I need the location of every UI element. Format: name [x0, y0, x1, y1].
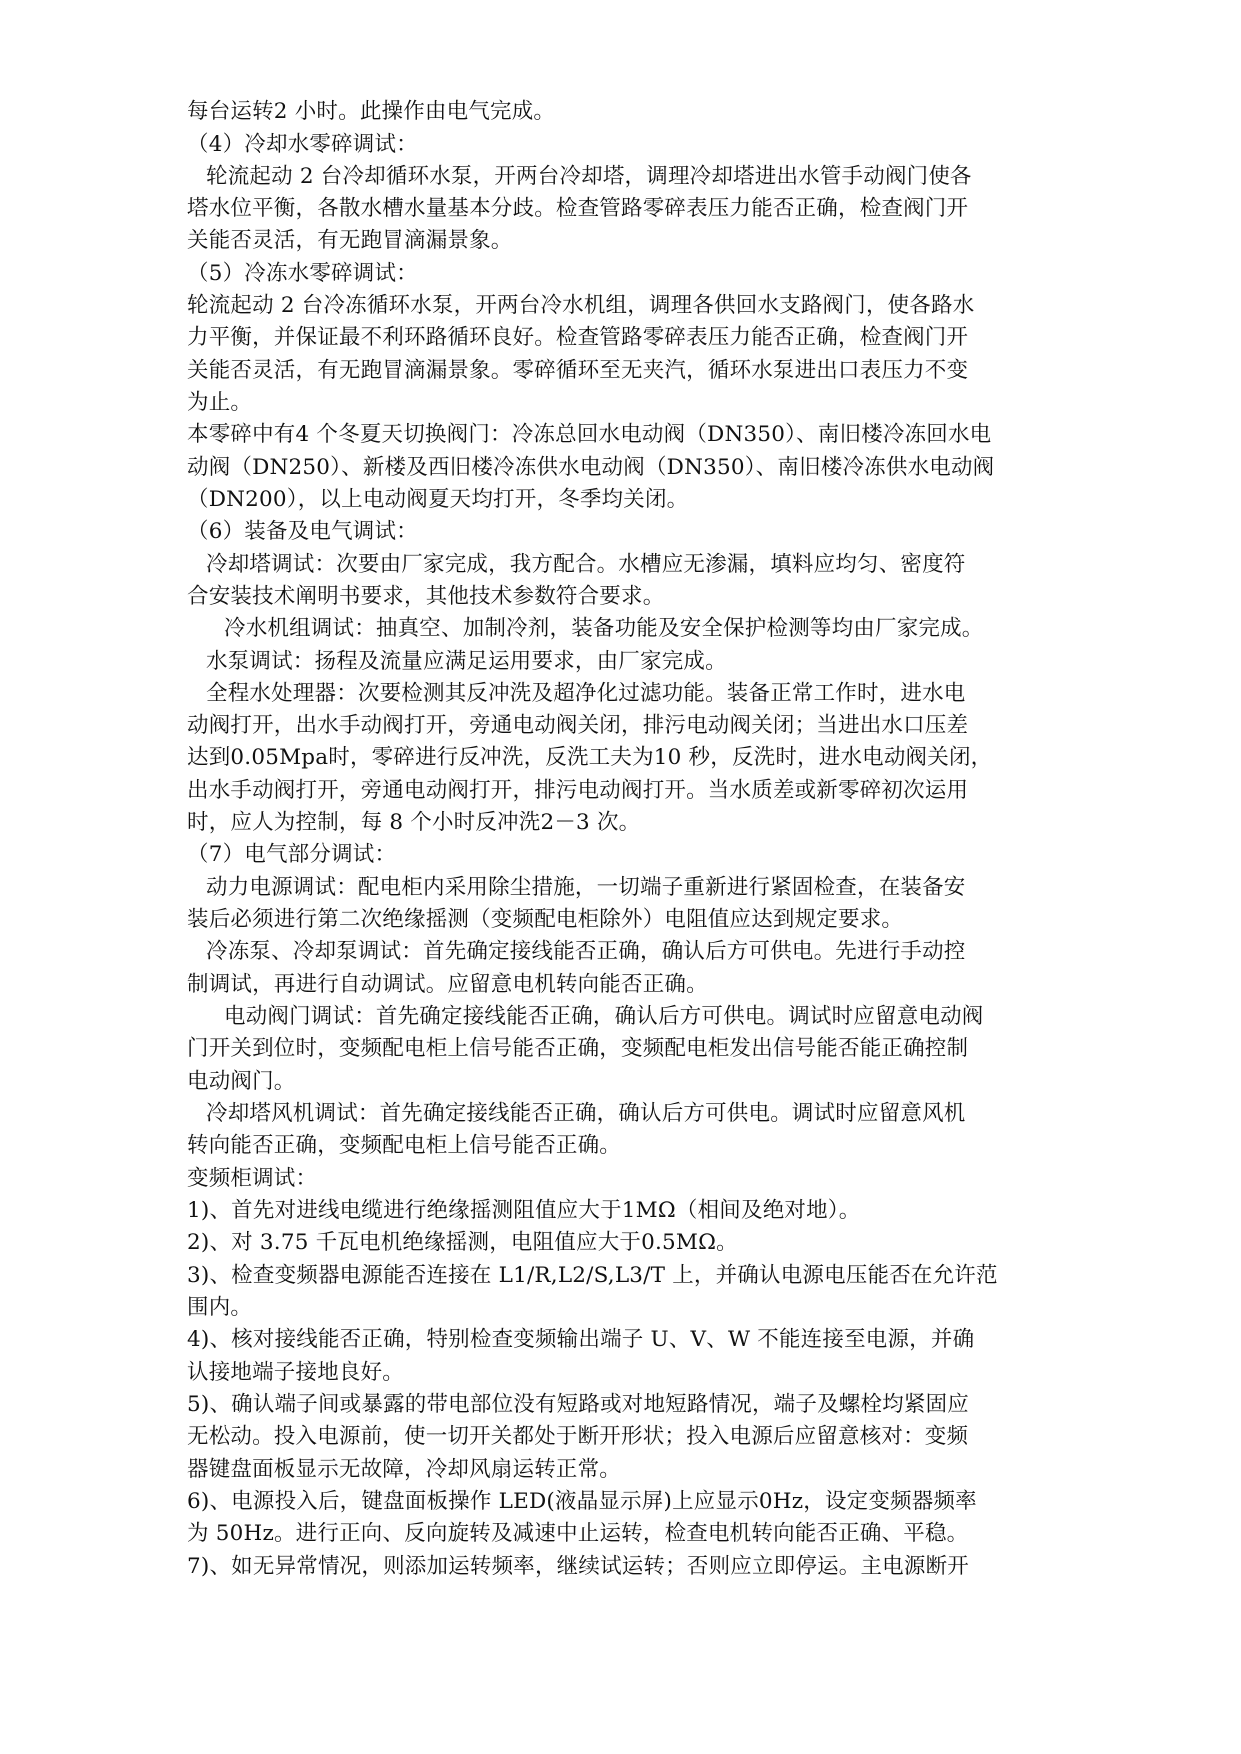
text-line: 转向能否正确，变频配电柜上信号能否正确。: [187, 1133, 622, 1158]
text-line: 为 50Hz。进行正向、反向旋转及减速中止运转，检查电机转向能否正确、平稳。: [187, 1521, 969, 1546]
text-line: 电动阀门调试：首先确定接线能否正确，确认后方可供电。调试时应留意电动阀: [224, 1004, 984, 1029]
text-line: 轮流起动 2 台冷却循环水泵，开两台冷却塔，调理冷却塔进出水管手动阀门使各: [206, 164, 972, 189]
text-line: 器键盘面板显示无故障，冷却风扇运转正常。: [187, 1457, 622, 1482]
list-item: 5)、确认端子间或暴露的带电部位没有短路或对地短路情况，端子及螺栓均紧固应: [187, 1392, 969, 1417]
text-line: 达到0.05Mpa时，零碎进行反冲洗，反洗工夫为10 秒，反洗时，进水电动阀关闭，: [187, 745, 993, 770]
text-line: 电动阀门。: [187, 1069, 296, 1094]
text-line: 本零碎中有4 个冬夏天切换阀门：冷冻总回水电动阀（DN350）、南旧楼冷冻回水电: [187, 422, 992, 447]
list-item: 1)、首先对进线电缆进行绝缘摇测阻值应大于1MΩ（相间及绝对地）。: [187, 1198, 861, 1223]
text-line: 无松动。投入电源前，使一切开关都处于断开形状；投入电源后应留意核对：变频: [187, 1424, 969, 1449]
text-line: 冷水机组调试：抽真空、加制冷剂，装备功能及安全保护检测等均由厂家完成。: [224, 616, 984, 641]
section-heading-vfd: 变频柜调试：: [187, 1166, 318, 1191]
text-line: 关能否灵活，有无跑冒滴漏景象。零碎循环至无夹汽，循环水泵进出口表压力不变: [187, 358, 969, 383]
text-line: 围内。: [187, 1295, 253, 1320]
text-line: 门开关到位时，变频配电柜上信号能否正确，变频配电柜发出信号能否能正确控制: [187, 1036, 969, 1061]
text-line: 动阀（DN250）、新楼及西旧楼冷冻供水电动阀（DN350）、南旧楼冷冻供水电动阀: [187, 455, 995, 480]
text-line: 认接地端子接地良好。: [187, 1360, 405, 1385]
text-line: 冷却塔调试：次要由厂家完成，我方配合。水槽应无渗漏，填料应均匀、密度符: [206, 552, 966, 577]
text-line: 动阀打开，出水手动阀打开，旁通电动阀关闭，排污电动阀关闭；当进出水口压差: [187, 713, 969, 738]
section-heading-electrical: （7）电气部分调试：: [187, 842, 397, 867]
text-line: 时，应人为控制，每 8 个小时反冲洗2－3 次。: [187, 810, 641, 835]
text-line: 冷冻泵、冷却泵调试：首先确定接线能否正确，确认后方可供电。先进行手动控: [206, 939, 966, 964]
text-line: （DN200），以上电动阀夏天均打开，冬季均关闭。: [187, 487, 689, 512]
text-line: 塔水位平衡，各散水槽水量基本分歧。检查管路零碎表压力能否正确，检查阀门开: [187, 196, 969, 221]
list-item: 4)、核对接线能否正确，特别检查变频输出端子 U、V、W 不能连接至电源，并确: [187, 1327, 975, 1352]
text-line: 动力电源调试：配电柜内采用除尘措施，一切端子重新进行紧固检查，在装备安: [206, 875, 966, 900]
section-heading-chilled-water: （5）冷冻水零碎调试：: [187, 261, 418, 286]
list-item: 6)、电源投入后，键盘面板操作 LED(液晶显示屏)上应显示0Hz，设定变频器频率: [187, 1489, 977, 1514]
text-line: 每台运转2 小时。此操作由电气完成。: [187, 99, 556, 124]
list-item: 3)、检查变频器电源能否连接在 L1/R,L2/S,L3/T 上，并确认电源电压能否在允许范: [187, 1263, 998, 1288]
text-line: 为止。: [187, 390, 253, 415]
text-line: 制调试，再进行自动调试。应留意电机转向能否正确。: [187, 972, 708, 997]
text-line: 水泵调试：扬程及流量应满足运用要求，由厂家完成。: [206, 649, 727, 674]
text-line: 冷却塔风机调试：首先确定接线能否正确，确认后方可供电。调试时应留意风机: [206, 1101, 966, 1126]
text-line: 出水手动阀打开，旁通电动阀打开，排污电动阀打开。当水质差或新零碎初次运用: [187, 778, 969, 803]
text-line: 装后必须进行第二次绝缘摇测（变频配电柜除外）电阻值应达到规定要求。: [187, 907, 904, 932]
text-line: 力平衡，并保证最不利环路循环良好。检查管路零碎表压力能否正确，检查阀门开: [187, 325, 969, 350]
text-line: 全程水处理器：次要检测其反冲洗及超净化过滤功能。装备正常工作时，进水电: [206, 681, 966, 706]
list-item: 7)、如无异常情况，则添加运转频率，继续试运转；否则应立即停运。主电源断开: [187, 1554, 969, 1579]
section-heading-cooling-water: （4）冷却水零碎调试：: [187, 132, 418, 157]
text-line: 关能否灵活，有无跑冒滴漏景象。: [187, 228, 513, 253]
list-item: 2)、对 3.75 千瓦电机绝缘摇测，电阻值应大于0.5MΩ。: [187, 1230, 738, 1255]
text-line: 轮流起动 2 台冷冻循环水泵，开两台冷水机组，调理各供回水支路阀门，使各路水: [187, 293, 975, 318]
section-heading-equipment: （6）装备及电气调试：: [187, 519, 418, 544]
text-line: 合安装技术阐明书要求，其他技术参数符合要求。: [187, 584, 665, 609]
